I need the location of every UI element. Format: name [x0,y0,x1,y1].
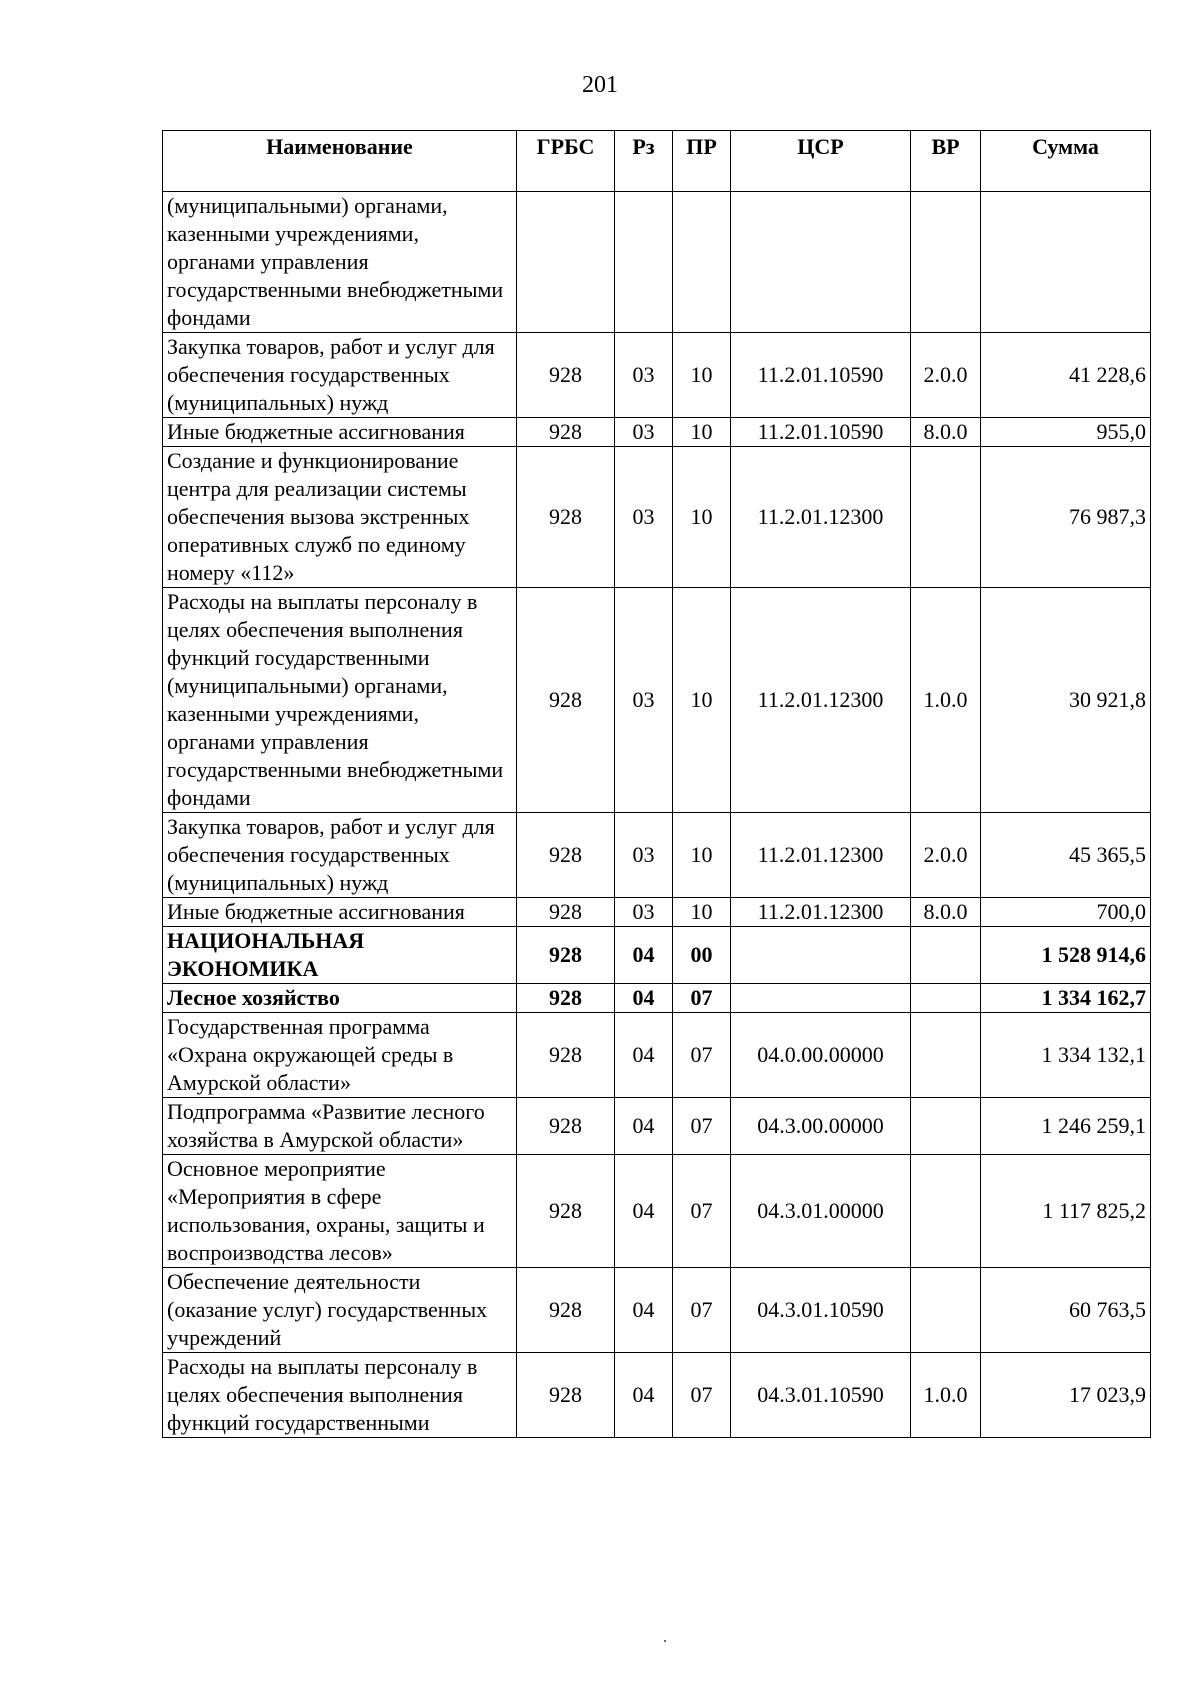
cell-grbs: 928 [517,1098,615,1155]
cell-name: Закупка товаров, работ и услуг для обеспечения государственных (муниципальных) нужд [163,333,517,418]
cell-rz: 04 [615,1013,673,1098]
cell-csr: 04.3.01.00000 [731,1155,911,1268]
cell-rz: 04 [615,984,673,1013]
cell-pr: 10 [673,588,731,813]
cell-vr [911,1013,981,1098]
table-row [163,898,1151,927]
cell-pr: 07 [673,1013,731,1098]
cell-vr: 8.0.0 [911,418,981,447]
cell-name: (муниципальными) органами, казенными учреждениями, органами управления государственными внебюджетными фондами [163,192,517,333]
cell-vr [911,192,981,333]
cell-pr: 00 [673,927,731,984]
header-rz: Рз [615,131,673,192]
cell-grbs: 928 [517,813,615,898]
cell-vr [911,1155,981,1268]
cell-vr [911,927,981,984]
header-vr: ВР [911,131,981,192]
cell-vr: 2.0.0 [911,813,981,898]
cell-pr: 07 [673,984,731,1013]
cell-csr: 11.2.01.12300 [731,898,911,927]
cell-name: Основное мероприятие «Мероприятия в сфере использования, охраны, защиты и воспроизводства лесов» [163,1155,517,1268]
cell-rz: 04 [615,927,673,984]
cell-csr: 11.2.01.10590 [731,333,911,418]
cell-grbs: 928 [517,927,615,984]
table-row [163,1013,1151,1098]
cell-sum: 700,0 [981,898,1151,927]
cell-csr: 04.3.01.10590 [731,1353,911,1438]
cell-name: Расходы на выплаты персоналу в целях обеспечения выполнения функций государственными [163,1353,517,1438]
cell-rz: 03 [615,588,673,813]
cell-name: Закупка товаров, работ и услуг для обеспечения государственных (муниципальных) нужд [163,813,517,898]
cell-name: Расходы на выплаты персоналу в целях обеспечения выполнения функций государственными (муниципальными) органами, казенными учреждениями, органами управления государственными внебюджетными фондами [163,588,517,813]
cell-sum [981,192,1151,333]
table-row-section [163,984,1151,1013]
table-header-row [163,131,1151,192]
cell-rz: 04 [615,1155,673,1268]
cell-vr [911,447,981,588]
cell-grbs: 928 [517,1155,615,1268]
cell-name: Лесное хозяйство [163,984,517,1013]
cell-sum: 1 334 132,1 [981,1013,1151,1098]
cell-csr: 11.2.01.12300 [731,813,911,898]
cell-grbs: 928 [517,333,615,418]
cell-csr: 04.3.01.10590 [731,1268,911,1353]
cell-sum: 1 334 162,7 [981,984,1151,1013]
cell-rz: 04 [615,1353,673,1438]
cell-name: НАЦИОНАЛЬНАЯ ЭКОНОМИКА [163,927,517,984]
table-row [163,1098,1151,1155]
cell-pr: 10 [673,447,731,588]
scan-speck [664,1640,666,1642]
table-row [163,813,1151,898]
cell-name: Иные бюджетные ассигнования [163,898,517,927]
cell-grbs: 928 [517,1268,615,1353]
cell-csr [731,984,911,1013]
cell-pr: 10 [673,813,731,898]
cell-pr: 07 [673,1155,731,1268]
table-row [163,1353,1151,1438]
table-row [163,1155,1151,1268]
cell-pr: 10 [673,333,731,418]
cell-vr: 8.0.0 [911,898,981,927]
cell-name: Иные бюджетные ассигнования [163,418,517,447]
cell-rz [615,192,673,333]
header-grbs: ГРБС [517,131,615,192]
cell-rz: 03 [615,898,673,927]
cell-rz: 03 [615,333,673,418]
header-sum: Сумма [981,131,1151,192]
table-row [163,1268,1151,1353]
cell-pr: 07 [673,1098,731,1155]
cell-rz: 04 [615,1268,673,1353]
cell-pr: 07 [673,1353,731,1438]
cell-vr: 2.0.0 [911,333,981,418]
cell-pr: 10 [673,418,731,447]
cell-vr: 1.0.0 [911,588,981,813]
cell-sum: 30 921,8 [981,588,1151,813]
cell-grbs: 928 [517,1353,615,1438]
cell-grbs: 928 [517,418,615,447]
cell-rz: 03 [615,813,673,898]
cell-grbs [517,192,615,333]
cell-csr [731,192,911,333]
cell-grbs: 928 [517,984,615,1013]
cell-csr [731,927,911,984]
cell-vr [911,1268,981,1353]
table-row-section [163,927,1151,984]
cell-pr: 07 [673,1268,731,1353]
cell-sum: 60 763,5 [981,1268,1151,1353]
table-row [163,588,1151,813]
cell-vr [911,984,981,1013]
cell-name: Обеспечение деятельности (оказание услуг) государственных учреждений [163,1268,517,1353]
header-name: Наименование [163,131,517,192]
cell-sum: 1 246 259,1 [981,1098,1151,1155]
table-row [163,447,1151,588]
cell-csr: 11.2.01.12300 [731,447,911,588]
cell-csr: 11.2.01.10590 [731,418,911,447]
cell-name: Создание и функционирование центра для реализации системы обеспечения вызова экстренных оперативных служб по единому номеру «112» [163,447,517,588]
cell-rz: 04 [615,1098,673,1155]
cell-grbs: 928 [517,898,615,927]
cell-grbs: 928 [517,588,615,813]
cell-sum: 1 528 914,6 [981,927,1151,984]
budget-table [162,130,1151,1438]
cell-vr: 1.0.0 [911,1353,981,1438]
cell-csr: 04.3.00.00000 [731,1098,911,1155]
cell-sum: 76 987,3 [981,447,1151,588]
cell-vr [911,1098,981,1155]
cell-name: Государственная программа «Охрана окружающей среды в Амурской области» [163,1013,517,1098]
cell-grbs: 928 [517,447,615,588]
cell-csr: 11.2.01.12300 [731,588,911,813]
cell-grbs: 928 [517,1013,615,1098]
page-number: 201 [582,72,618,98]
cell-pr: 10 [673,898,731,927]
cell-sum: 41 228,6 [981,333,1151,418]
table-row [163,192,1151,333]
cell-sum: 1 117 825,2 [981,1155,1151,1268]
cell-rz: 03 [615,418,673,447]
header-pr: ПР [673,131,731,192]
cell-rz: 03 [615,447,673,588]
cell-sum: 17 023,9 [981,1353,1151,1438]
cell-name: Подпрограмма «Развитие лесного хозяйства в Амурской области» [163,1098,517,1155]
cell-csr: 04.0.00.00000 [731,1013,911,1098]
table-row [163,418,1151,447]
cell-sum: 955,0 [981,418,1151,447]
cell-sum: 45 365,5 [981,813,1151,898]
table-row [163,333,1151,418]
header-csr: ЦСР [731,131,911,192]
cell-pr [673,192,731,333]
